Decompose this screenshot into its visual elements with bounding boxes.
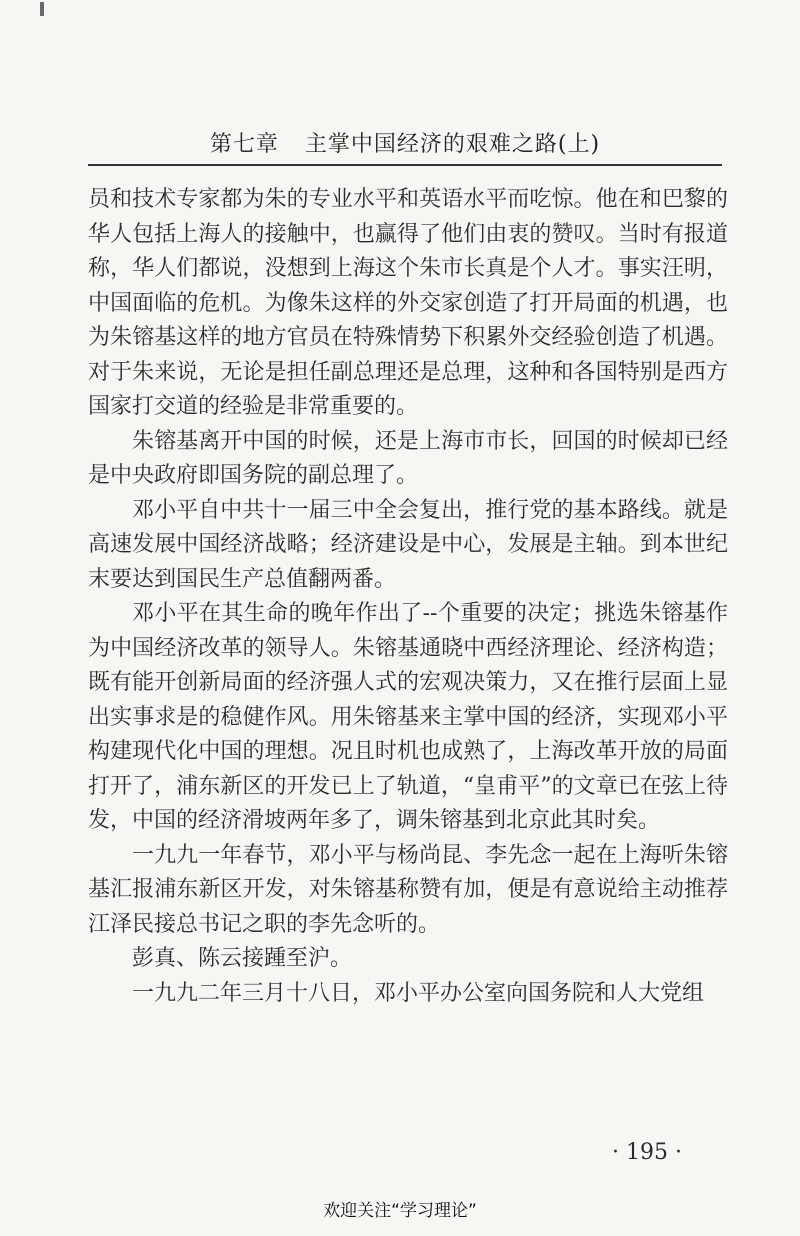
- paragraph-2: 朱镕基离开中国的时候，还是上海市市长，回国的时候却已经是中央政府即国务院的副总理了。: [88, 428, 728, 488]
- scan-mark: [40, 2, 44, 16]
- chapter-title: 主掌中国经济的艰难之路(上): [304, 132, 601, 157]
- paragraph-3: 邓小平自中共十一届三中全会复出，推行党的基本路线。就是高速发展中国经济战略；经济建设是中心，发展是主轴。到本世纪末要达到国民生产总值翻两番。: [88, 497, 728, 592]
- page-number: · 195 ·: [612, 1140, 682, 1165]
- chapter-number: 第七章: [209, 132, 279, 157]
- paragraph-5: 一九九一年春节，邓小平与杨尚昆、李先念一起在上海听朱镕基汇报浦东新区开发，对朱镕基称赞有加，便是有意说给主动推荐江泽民接总书记之职的李先念听的。: [88, 842, 728, 937]
- header-rule: [88, 164, 722, 166]
- paragraph-4: 邓小平在其生命的晚年作出了--个重要的决定；挑选朱镕基作为中国经济改革的领导人。朱镕基通晓中西经济理论、经济构造；既有能开创新局面的经济强人式的宏观决策力，又在推行层面上显出实事求是的稳健作风。用朱镕基来主掌中国的经济，实现邓小平构建现代化中国的理想。况且时机也成熟了，上海改革开放的局面打开了，浦东新区的开发已上了轨道，“皇甫平”的文章已在弦上待发，中国的经济滑坡两年多了，调朱镕基到北京此其时矣。: [88, 601, 728, 833]
- paragraph-6: 彭真、陈云接踵至沪。: [132, 946, 353, 971]
- paragraph-1: 员和技术专家都为朱的专业水平和英语水平而吃惊。他在和巴黎的华人包括上海人的接触中，也赢得了他们由衷的赞叹。当时有报道称，华人们都说，没想到上海这个朱市长真是个人才。事实汪明，中国面临的危机。为像朱这样的外交家创造了打开局面的机遇，也为朱镕基这样的地方官员在特殊情势下积累外交经验创造了机遇。对于朱来说，无论是担任副总理还是总理，这种和各国特别是西方国家打交道的经验是非常重要的。: [88, 187, 728, 419]
- paragraph-7: 一九九二年三月十八日，邓小平办公室向国务院和人大党组: [132, 980, 705, 1006]
- running-head: [88, 127, 722, 158]
- body-text: [88, 183, 728, 1011]
- watermark-text: 欢迎关注“学习理论”: [323, 1201, 477, 1221]
